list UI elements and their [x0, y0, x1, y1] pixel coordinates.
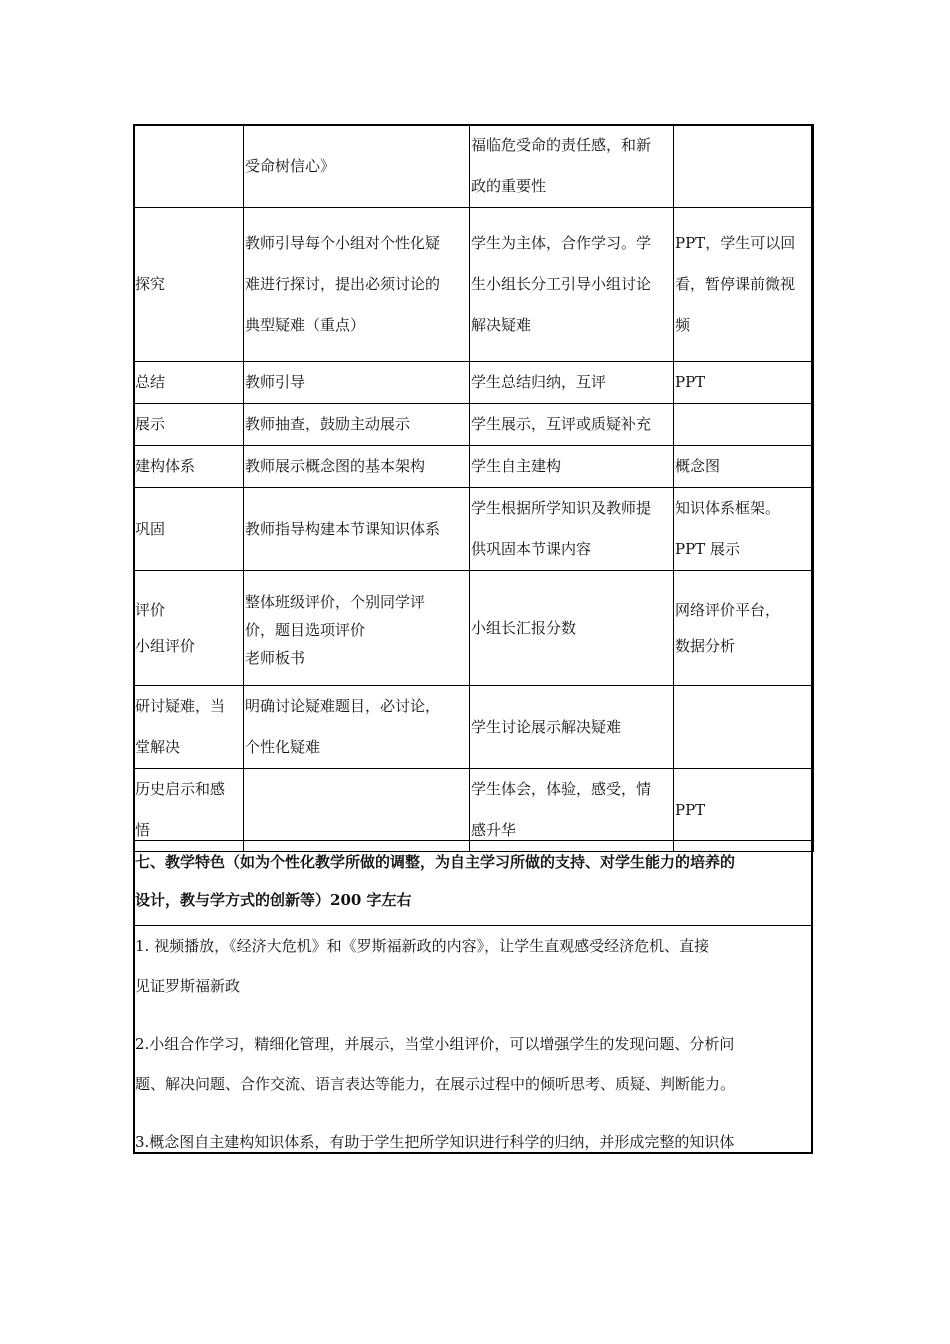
table-row	[134, 446, 814, 488]
teacher-activity-cell: 整体班级评价，个别同学评 价，题目选项评价 老师板书	[244, 571, 470, 686]
resource-cell: 知识体系框架。 PPT 展示	[674, 488, 814, 571]
step-cell: 巩固	[134, 488, 244, 571]
table-row	[134, 125, 814, 208]
teaching-features-section	[133, 840, 813, 1154]
teacher-activity-cell: 教师展示概念图的基本架构	[244, 446, 470, 488]
student-activity-cell: 学生自主建构	[470, 446, 674, 488]
resource-cell	[674, 686, 814, 769]
resource-cell	[674, 125, 814, 208]
step-cell: 探究	[134, 208, 244, 362]
table-row	[134, 488, 814, 571]
student-activity-cell: 学生讨论展示解决疑难	[470, 686, 674, 769]
resource-cell: 概念图	[674, 446, 814, 488]
student-activity-cell: 学生总结归纳，互评	[470, 362, 674, 404]
step-cell: 建构体系	[134, 446, 244, 488]
step-cell: 展示	[134, 404, 244, 446]
resource-cell: PPT	[674, 769, 814, 852]
student-activity-cell: 福临危受命的责任感，和新 政的重要性	[470, 125, 674, 208]
teacher-activity-cell: 教师引导每个小组对个性化疑 难进行探讨，提出必须讨论的 典型疑难（重点）	[244, 208, 470, 362]
section-body	[133, 926, 813, 1180]
lesson-steps-table	[133, 124, 814, 852]
table-row	[134, 208, 814, 362]
step-cell: 评价 小组评价	[134, 571, 244, 686]
feature-paragraph-2: 2.小组合作学习，精细化管理，并展示，当堂小组评价，可以增强学生的发现问题、分析问 题、解决问题、合作交流、语言表达等能力，在展示过程中的倾听思考、质疑、判断能力。	[135, 1035, 736, 1093]
step-cell	[134, 125, 244, 208]
table-row	[134, 686, 814, 769]
teacher-activity-cell: 受命树信心》	[244, 125, 470, 208]
student-activity-cell: 学生展示，互评或质疑补充	[470, 404, 674, 446]
section-heading: 七、教学特色（如为个性化教学所做的调整，为自主学习所做的支持、对学生能力的培养的 设计，教与学方式的创新等）200 字左右	[133, 840, 813, 926]
teacher-activity-cell: 教师引导	[244, 362, 470, 404]
feature-paragraph-1: 1. 视频播放，《经济大危机》和《罗斯福新政的内容》，让学生直观感受经济危机、直接 见证罗斯福新政	[135, 937, 710, 995]
feature-paragraph-3: 3.概念图自主建构知识体系，有助于学生把所学知识进行科学的归纳，并形成完整的知识体	[135, 1133, 735, 1151]
table-row	[134, 362, 814, 404]
resource-cell	[674, 404, 814, 446]
table-row	[134, 571, 814, 686]
teacher-activity-cell: 教师指导构建本节课知识体系	[244, 488, 470, 571]
teacher-activity-cell: 教师抽查，鼓励主动展示	[244, 404, 470, 446]
step-cell: 历史启示和感 悟	[134, 769, 244, 852]
student-activity-cell: 学生为主体，合作学习。学 生小组长分工引导小组讨论 解决疑难	[470, 208, 674, 362]
step-cell: 研讨疑难，当 堂解决	[134, 686, 244, 769]
student-activity-cell: 小组长汇报分数	[470, 571, 674, 686]
teacher-activity-cell: 明确讨论疑难题目，必讨论， 个性化疑难	[244, 686, 470, 769]
student-activity-cell: 学生根据所学知识及教师提 供巩固本节课内容	[470, 488, 674, 571]
resource-cell: PPT	[674, 362, 814, 404]
resource-cell: 网络评价平台， 数据分析	[674, 571, 814, 686]
table-row	[134, 404, 814, 446]
step-cell: 总结	[134, 362, 244, 404]
student-activity-cell: 学生体会，体验，感受，情 感升华	[470, 769, 674, 852]
resource-cell: PPT，学生可以回 看，暂停课前微视 频	[674, 208, 814, 362]
